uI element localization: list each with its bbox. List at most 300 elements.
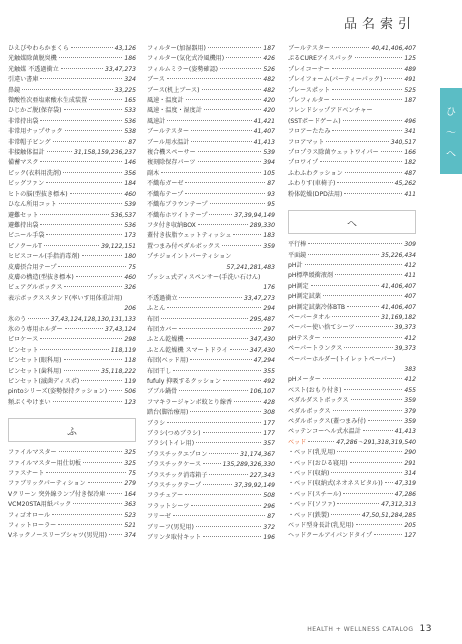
entry-name: フラチェアー xyxy=(147,492,184,500)
index-entry xyxy=(147,387,275,397)
entry-name: フィルター(加湿器用) xyxy=(147,45,206,52)
leader-dots xyxy=(308,254,379,255)
leader-dots xyxy=(196,526,261,527)
entry-pages: 420 xyxy=(263,107,275,115)
leader-dots xyxy=(331,514,359,515)
index-entry xyxy=(288,44,416,54)
index-entry xyxy=(147,294,275,304)
entry-pages: 412 xyxy=(404,376,416,384)
index-entry xyxy=(288,75,416,85)
leader-dots xyxy=(40,78,122,79)
index-entry xyxy=(147,252,275,262)
entry-pages: 325 xyxy=(124,459,136,467)
entry-pages: 539 xyxy=(124,201,136,209)
entry-name: 風速・温度・湿度計 xyxy=(147,107,202,115)
entry-name: ビニール手袋 xyxy=(8,232,45,240)
index-entry xyxy=(8,96,136,106)
leader-dots xyxy=(40,338,122,339)
entry-name: 氷のう専用ホルダー xyxy=(8,325,63,333)
entry-pages: 372 xyxy=(263,523,275,531)
leader-dots xyxy=(198,161,262,162)
entry-pages: 347,430 xyxy=(249,336,275,344)
entry-list xyxy=(288,240,416,542)
entry-name: ピノクールT xyxy=(8,242,42,250)
entry-name: pintoシリーズ(姿勢保持クッション) xyxy=(8,388,108,396)
entry-name: 非常帽子ビング xyxy=(8,138,51,146)
entry-pages: 31,158,159,236,237 xyxy=(73,149,136,157)
leader-dots xyxy=(326,141,388,142)
entry-name: ふわりす(車椅子) xyxy=(288,180,336,188)
index-entry xyxy=(147,335,275,345)
entry-pages: 37,43,124 xyxy=(104,325,136,333)
entry-pages: 508 xyxy=(263,492,275,500)
index-entry xyxy=(8,531,136,541)
entry-pages: 533 xyxy=(124,107,136,115)
entry-pages: 525 xyxy=(404,86,416,94)
entry-pages: 186 xyxy=(124,55,136,63)
entry-name: 引違い書庫 xyxy=(8,76,39,84)
entry-pages: 294 xyxy=(263,305,275,313)
entry-pages: 420 xyxy=(263,97,275,105)
leader-dots xyxy=(46,182,122,183)
index-entry xyxy=(147,408,275,418)
entry-name: pH測定試薬冷体BTB xyxy=(288,303,346,311)
index-entry xyxy=(147,65,275,75)
leader-dots xyxy=(308,441,334,442)
index-entry xyxy=(147,356,275,366)
entry-pages: 177 xyxy=(263,419,275,427)
index-entry xyxy=(8,127,136,137)
index-entry xyxy=(147,491,275,501)
entry-pages: 47,312,313 xyxy=(381,501,416,509)
index-entry xyxy=(147,179,275,189)
leader-dots xyxy=(344,389,403,390)
index-entry xyxy=(8,356,136,366)
entry-pages: 184 xyxy=(124,180,136,188)
index-entry xyxy=(288,261,416,271)
entry-name: プラスチックテープ xyxy=(147,482,202,490)
entry-name: フリーゼ xyxy=(147,513,172,521)
index-entry xyxy=(8,75,136,85)
entry-name: 不織布ブラウンテープ xyxy=(147,201,208,209)
entry-name: フマキラージャンボ蚊とり線香 xyxy=(147,398,233,406)
index-entry xyxy=(8,315,136,325)
entry-pages: 359 xyxy=(404,397,416,405)
entry-pages: 536 xyxy=(124,221,136,229)
entry-name: 副木 xyxy=(147,169,160,177)
leader-dots xyxy=(335,274,402,275)
entry-pages: 428 xyxy=(263,398,275,406)
leader-dots xyxy=(64,109,123,110)
entry-pages: 455 xyxy=(404,386,416,394)
index-entry xyxy=(288,396,416,406)
entry-pages: 125 xyxy=(404,55,416,63)
index-entry xyxy=(147,75,275,85)
leader-dots xyxy=(109,534,122,535)
entry-pages: 460 xyxy=(124,190,136,198)
index-column-3 xyxy=(288,44,416,542)
entry-name: pHメーター xyxy=(288,376,321,384)
leader-dots xyxy=(222,245,261,246)
entry-name: ビッグファン xyxy=(8,180,45,188)
leader-dots xyxy=(203,484,232,485)
leader-dots xyxy=(186,338,248,339)
entry-name: 風速・温度計 xyxy=(147,97,184,105)
entry-name: 表示ボックススタンド(率いす用体重計用) xyxy=(8,294,123,302)
index-entry xyxy=(147,460,275,470)
leader-dots xyxy=(46,234,122,235)
index-entry xyxy=(8,221,136,231)
leader-dots xyxy=(198,151,262,152)
leader-dots xyxy=(208,47,261,48)
index-entry xyxy=(8,448,136,458)
entry-pages: 176 xyxy=(263,284,275,292)
index-entry xyxy=(288,511,416,521)
index-entry xyxy=(8,511,136,521)
entry-name: Vネックノースリーブシャツ(男児用) xyxy=(8,532,108,540)
entry-pages: 33,225 xyxy=(114,86,136,94)
index-entry xyxy=(8,335,136,345)
index-entry xyxy=(8,304,136,314)
index-entry xyxy=(8,273,136,283)
index-entry xyxy=(8,387,136,397)
entry-name: VCM20STA用紙パック xyxy=(8,501,72,509)
index-entry xyxy=(288,148,416,158)
entry-name: 光触媒除菌脱臭機 xyxy=(8,55,57,63)
entry-name: 避難セット xyxy=(8,211,39,219)
entry-pages: 41,407 xyxy=(253,128,275,136)
index-entry xyxy=(288,355,416,365)
leader-dots xyxy=(209,474,247,475)
entry-name: ピロケース xyxy=(8,336,39,344)
entry-pages: 340,517 xyxy=(390,138,416,146)
leader-dots xyxy=(53,401,123,402)
index-entry xyxy=(288,292,416,302)
entry-name: pH計 xyxy=(288,261,303,269)
entry-name: プチジョイントパーティション xyxy=(147,253,232,261)
entry-name: ファイルマスター xyxy=(8,449,57,457)
entry-name: 布団(ベッド用) xyxy=(147,357,189,365)
index-entry xyxy=(147,398,275,408)
index-entry xyxy=(8,106,136,116)
leader-dots xyxy=(320,161,402,162)
index-entry xyxy=(8,263,136,273)
index-entry xyxy=(8,86,136,96)
index-entry xyxy=(288,158,416,168)
entry-pages: 135,289,326,330 xyxy=(222,461,275,469)
entry-pages: 39,122,151 xyxy=(101,242,136,250)
entry-pages: 75 xyxy=(128,263,136,271)
leader-dots xyxy=(53,141,127,142)
entry-pages: 411 xyxy=(404,272,416,280)
leader-dots xyxy=(71,47,113,48)
index-entry xyxy=(147,367,275,377)
leader-dots xyxy=(59,451,123,452)
index-entry xyxy=(8,169,136,179)
entry-pages: 43,126 xyxy=(114,45,136,52)
entry-pages: 341 xyxy=(404,128,416,136)
entry-pages: 324 xyxy=(124,76,136,84)
entry-pages: 205 xyxy=(404,522,416,530)
entry-name: フィゴオロール xyxy=(8,511,51,519)
leader-dots xyxy=(343,120,403,121)
entry-name: プッシュ式ディスペンサー(手洗い石けん) xyxy=(147,273,261,281)
leader-dots xyxy=(40,224,122,225)
entry-name: pH標準緩衝液剤 xyxy=(288,272,334,280)
entry-pages: 295,487 xyxy=(249,315,275,323)
index-entry xyxy=(288,190,416,200)
index-entry xyxy=(288,251,416,261)
index-entry xyxy=(147,283,275,293)
leader-dots xyxy=(368,420,403,421)
index-tab[interactable] xyxy=(440,88,462,174)
index-entry xyxy=(8,490,136,500)
leader-dots xyxy=(332,99,403,100)
entry-name: プロワイプ xyxy=(288,159,319,167)
index-entry xyxy=(147,117,275,127)
entry-pages: 41,421 xyxy=(253,117,275,125)
index-entry xyxy=(288,448,416,458)
index-entry xyxy=(147,377,275,387)
entry-name: 風速計 xyxy=(147,117,166,125)
entry-list xyxy=(147,44,275,544)
index-entry xyxy=(147,54,275,64)
index-entry xyxy=(288,54,416,64)
entry-name: フタ付き収納BOX xyxy=(147,221,196,229)
entry-pages: 41,413 xyxy=(253,138,275,146)
index-entry xyxy=(8,500,136,510)
entry-name: fufuly 抑吸するクッション xyxy=(147,378,221,385)
leader-dots xyxy=(58,524,122,525)
entry-name: フレンドシップアドベンチャー xyxy=(288,107,373,115)
leader-dots xyxy=(331,472,402,473)
leader-dots xyxy=(332,316,379,317)
entry-pages: 290 xyxy=(404,449,416,457)
index-entry xyxy=(288,106,416,116)
index-entry xyxy=(8,469,136,479)
index-entry xyxy=(8,200,136,210)
leader-dots xyxy=(220,68,261,69)
entry-name: 不織布ガーゼ xyxy=(147,180,184,188)
entry-pages: 308 xyxy=(263,409,275,417)
index-entry xyxy=(288,469,416,479)
entry-pages: 41,406,407 xyxy=(381,303,416,311)
leader-dots xyxy=(204,109,262,110)
leader-dots xyxy=(210,203,266,204)
entry-name: ぷるCUREアイスパック xyxy=(288,55,353,63)
entry-name: Vクリーン 突外線ランプ付き保冷庫 xyxy=(8,490,106,498)
leader-dots xyxy=(40,214,108,215)
entry-pages: 87 xyxy=(267,513,275,521)
section-header-he: へ xyxy=(288,210,416,234)
leader-dots xyxy=(343,493,392,494)
entry-pages: 40,41,406,407 xyxy=(371,45,416,52)
leader-dots xyxy=(332,89,402,90)
entry-name: pH測定試薬 xyxy=(288,293,321,301)
leader-dots xyxy=(83,462,122,463)
index-entry xyxy=(288,334,416,344)
leader-dots xyxy=(234,401,261,402)
leader-dots xyxy=(46,472,126,473)
entry-name: フラットシーツ xyxy=(147,502,190,510)
index-entry xyxy=(147,190,275,200)
index-entry xyxy=(8,117,136,127)
index-entry xyxy=(8,54,136,64)
entry-pages: 309 xyxy=(404,241,416,249)
leader-dots xyxy=(209,214,232,215)
entry-pages: 187 xyxy=(263,45,275,52)
leader-dots xyxy=(333,410,403,411)
leader-dots xyxy=(82,255,123,256)
entry-name: ベスト(おもり付き) xyxy=(288,386,342,394)
index-entry xyxy=(288,407,416,417)
leader-dots xyxy=(337,182,392,183)
entry-pages: 521 xyxy=(124,522,136,530)
entry-pages: 57,241,281,483 xyxy=(226,263,275,271)
entry-name: ファブリックパーティション xyxy=(8,480,86,488)
leader-dots xyxy=(70,193,123,194)
entry-name: ピンセット(眼科用) xyxy=(8,357,62,365)
leader-dots xyxy=(332,130,402,131)
entry-pages: 39,373 xyxy=(394,345,416,353)
entry-name: ブラシ(つめブラシ) xyxy=(147,430,201,438)
entry-pages: 291 xyxy=(404,459,416,467)
entry-name: ふとん乾燥機 スマートドライ xyxy=(147,346,228,354)
entry-name: ・ベッド(ソファ) xyxy=(288,501,336,509)
entry-name: ベッド xyxy=(288,438,307,446)
leader-dots xyxy=(161,318,248,319)
leader-dots xyxy=(59,203,123,204)
index-entry xyxy=(8,367,136,377)
index-entry xyxy=(147,346,275,356)
entry-pages: 523 xyxy=(124,511,136,519)
entry-name: フィルムミラー(姿勢確認) xyxy=(147,65,219,73)
leader-dots xyxy=(337,451,402,452)
entry-pages: 482 xyxy=(263,86,275,94)
entry-pages: 166 xyxy=(404,149,416,157)
leader-dots xyxy=(203,463,221,464)
entry-pages: 37,39,92,149 xyxy=(234,482,275,490)
entry-pages: 357 xyxy=(263,440,275,448)
entry-pages: 279 xyxy=(124,480,136,488)
index-entry xyxy=(8,283,136,293)
index-entry xyxy=(147,221,275,231)
index-entry xyxy=(8,252,136,262)
index-entry xyxy=(288,521,416,531)
entry-name: ベッド型身長計(乳児用) xyxy=(288,522,354,530)
index-entry xyxy=(147,200,275,210)
index-entry xyxy=(147,315,275,325)
entry-name: ふわふわクッション xyxy=(288,169,343,177)
leader-dots xyxy=(374,534,402,535)
index-entry xyxy=(288,531,416,541)
leader-dots xyxy=(185,193,265,194)
leader-dots xyxy=(179,328,261,329)
index-entry xyxy=(288,500,416,510)
entry-list xyxy=(288,44,416,200)
index-entry xyxy=(8,521,136,531)
entry-name: ・ベッド(鉄製) xyxy=(288,511,330,519)
index-entry xyxy=(8,398,136,408)
leader-dots xyxy=(363,430,393,431)
entry-name: ペーパータオル xyxy=(288,313,331,321)
entry-pages: 37,39,94,149 xyxy=(234,211,275,219)
entry-name: 平面鏡 xyxy=(288,251,307,259)
entry-pages: 289,330 xyxy=(249,221,275,229)
entry-pages: 31,169,182 xyxy=(381,313,416,321)
entry-pages: 326 xyxy=(124,284,136,292)
entry-name: 置つまみ付ペダルボックス xyxy=(147,242,221,250)
entry-pages: 87 xyxy=(128,138,136,146)
index-entry xyxy=(8,179,136,189)
leader-dots xyxy=(223,380,261,381)
entry-name: 頻ぷくやけまい xyxy=(8,398,51,406)
index-entry xyxy=(147,96,275,106)
leader-dots xyxy=(351,399,403,400)
leader-dots xyxy=(191,505,261,506)
entry-pages: 87 xyxy=(267,180,275,188)
entry-name: ブールテスター xyxy=(288,45,331,52)
index-entry xyxy=(147,471,275,481)
leader-dots xyxy=(161,172,261,173)
entry-name: (SSTボードゲーム) xyxy=(288,117,341,125)
index-entry xyxy=(8,346,136,356)
entry-pages: 47,294 xyxy=(253,357,275,365)
entry-pages: 47,286〜291,318,319,540 xyxy=(336,438,416,446)
entry-name: ブブル鍋骨 xyxy=(147,388,178,396)
entry-pages: 118 xyxy=(124,357,136,365)
entry-pages: 75 xyxy=(128,470,136,478)
entry-name: ファスナート xyxy=(8,470,45,478)
leader-dots xyxy=(63,172,122,173)
entry-pages: 489 xyxy=(404,65,416,73)
entry-pages: 177 xyxy=(263,430,275,438)
index-entry xyxy=(8,231,136,241)
leader-dots xyxy=(59,57,123,58)
entry-name: ピック(衣料用洗剤) xyxy=(8,169,62,177)
index-entry xyxy=(147,429,275,439)
entry-name: 鼻鏡 xyxy=(8,86,21,94)
index-entry xyxy=(288,459,416,469)
index-entry xyxy=(288,86,416,96)
entry-name: 備蓄マスク xyxy=(8,159,39,167)
entry-pages: 412 xyxy=(404,334,416,342)
leader-dots xyxy=(332,47,369,48)
entry-pages: 363 xyxy=(124,501,136,509)
entry-name: 不透過衝立 xyxy=(147,294,178,302)
entry-name: プラスチック消毒箱子 xyxy=(147,471,208,479)
entry-name: プラスチックエプロン xyxy=(147,450,208,458)
index-entry xyxy=(147,533,275,543)
index-entry xyxy=(147,439,275,449)
leader-dots xyxy=(305,264,403,265)
page-title: 品名索引 xyxy=(343,17,416,32)
leader-dots xyxy=(323,295,403,296)
entry-pages: 118,119 xyxy=(110,346,136,354)
entry-pages: 31,174,367 xyxy=(240,450,275,458)
leader-dots xyxy=(28,318,48,319)
entry-name: ペダルボックス(蓋つまみ付) xyxy=(288,418,366,425)
index-entry xyxy=(288,438,416,448)
index-entry xyxy=(147,211,275,221)
leader-dots xyxy=(323,337,403,338)
leader-dots xyxy=(190,359,251,360)
entry-name: pHテスター xyxy=(288,334,321,342)
entry-name: フィルター(気化式冷風機用) xyxy=(147,55,225,63)
entry-pages: 412 xyxy=(404,261,416,269)
entry-name: 平行棒 xyxy=(288,241,307,249)
index-entry xyxy=(288,117,416,127)
